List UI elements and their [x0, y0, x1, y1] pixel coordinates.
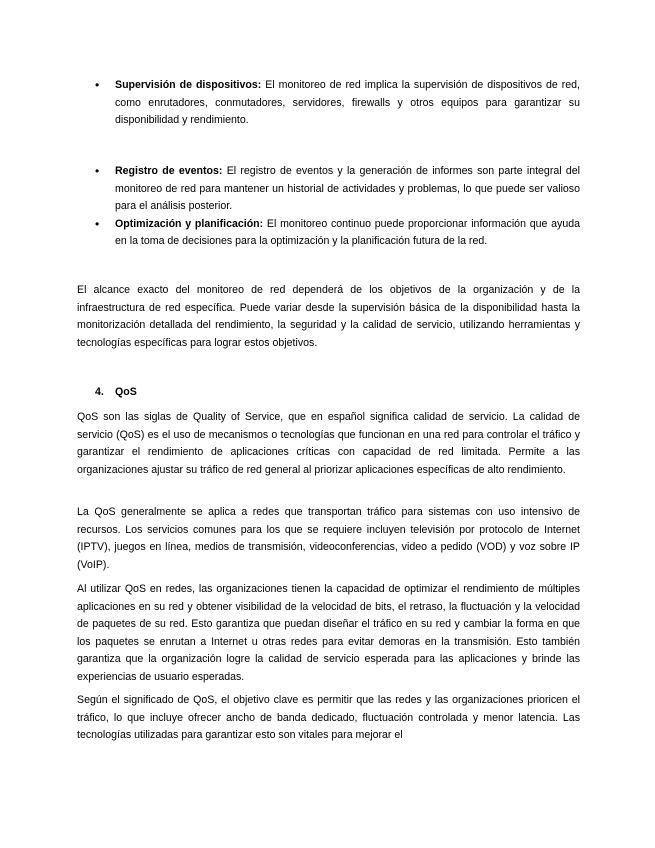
bullet-term: Optimización y planificación: — [115, 217, 264, 230]
bullet-icon: • — [95, 78, 100, 92]
bullet-list-events — [90, 163, 580, 251]
scope-paragraph: El alcance exacto del monitoreo de red dependerá de los objetivos de la organización y de la infraestructura de red específica. Puede variar desde la supervisión básica de la disponibilidad hasta la monitorización detallada del rendimiento, la seguridad y la calidad de servicio, utilizando herramientas y tecnologías específicas para lograr estos objetivos. — [77, 284, 580, 349]
qos-paragraph-2: La QoS generalmente se aplica a redes que transportan tráfico para sistemas con uso intensivo de recursos. Los servicios comunes para los que se requiere incluyen televisión por protocolo de Internet (IPTV), juegos en línea, medios de transmisión, videoconferencias, video a pedido (VOD) y voz sobre IP (VoIP). — [77, 506, 580, 571]
section-number: 4. — [95, 386, 104, 398]
section-title: QoS — [115, 386, 137, 398]
bullet-item-optimizacion — [90, 216, 580, 251]
bullet-icon: • — [95, 216, 100, 231]
bullet-term: Registro de eventos: — [115, 165, 223, 177]
bullet-text: El registro de eventos y la generación de informes son parte integral del monitoreo de red para mantener un historial de actividades y problemas, lo que puede ser valioso para el análisis posterior. — [115, 165, 580, 213]
bullet-icon: • — [95, 164, 100, 178]
section-heading — [95, 384, 137, 402]
bullet-item-supervision — [90, 77, 580, 130]
bullet-list-devices — [90, 77, 580, 130]
bullet-text: El monitoreo continuo puede proporcionar información que ayuda en la toma de decisiones para la optimización y la planificación futura de la red. — [115, 217, 580, 248]
bullet-text: El monitoreo de red implica la supervisión de dispositivos de red, como enrutadores, conmutadores, servidores, firewalls y otros equipos para garantizar su disponibilidad y rendimiento. — [115, 79, 580, 127]
qos-paragraph-4: Según el significado de QoS, el objetivo clave es permitir que las redes y las organizaciones prioricen el tráfico, lo que incluye ofrecer ancho de banda dedicado, fluctuación controlada y menor latencia. Las tecnologías utilizadas para garantizar esto son vitales para mejorar el — [77, 694, 580, 742]
bullet-term: Supervisión de dispositivos: — [115, 79, 262, 91]
bullet-item-registro — [90, 163, 580, 216]
qos-paragraph-3: Al utilizar QoS en redes, las organizaciones tienen la capacidad de optimizar el rendimiento de múltiples aplicaciones en su red y obtener visibilidad de la velocidad de bits, el retraso, la fluctuación y la velocidad de paquetes de su red. Esto garantiza que puedan diseñar el tráfico en su red y cambiar la forma en que los paquetes se enrutan a Internet u otras redes para evitar demoras en la transmisión. Esto también garantiza que la organización logre la calidad de servicio esperada para las aplicaciones y brinde las experiencias de usuario esperadas. — [77, 583, 580, 683]
qos-paragraph-1: QoS son las siglas de Quality of Service, que en español significa calidad de servicio. La calidad de servicio (QoS) es el uso de mecanismos o tecnologías que funcionan en una red para controlar el tráfico y garantizar el rendimiento de aplicaciones críticas con capacidad de red limitada. Permite a las organizaciones ajustar su tráfico de red general al priorizar aplicaciones específicas de alto rendimiento. — [77, 411, 580, 476]
